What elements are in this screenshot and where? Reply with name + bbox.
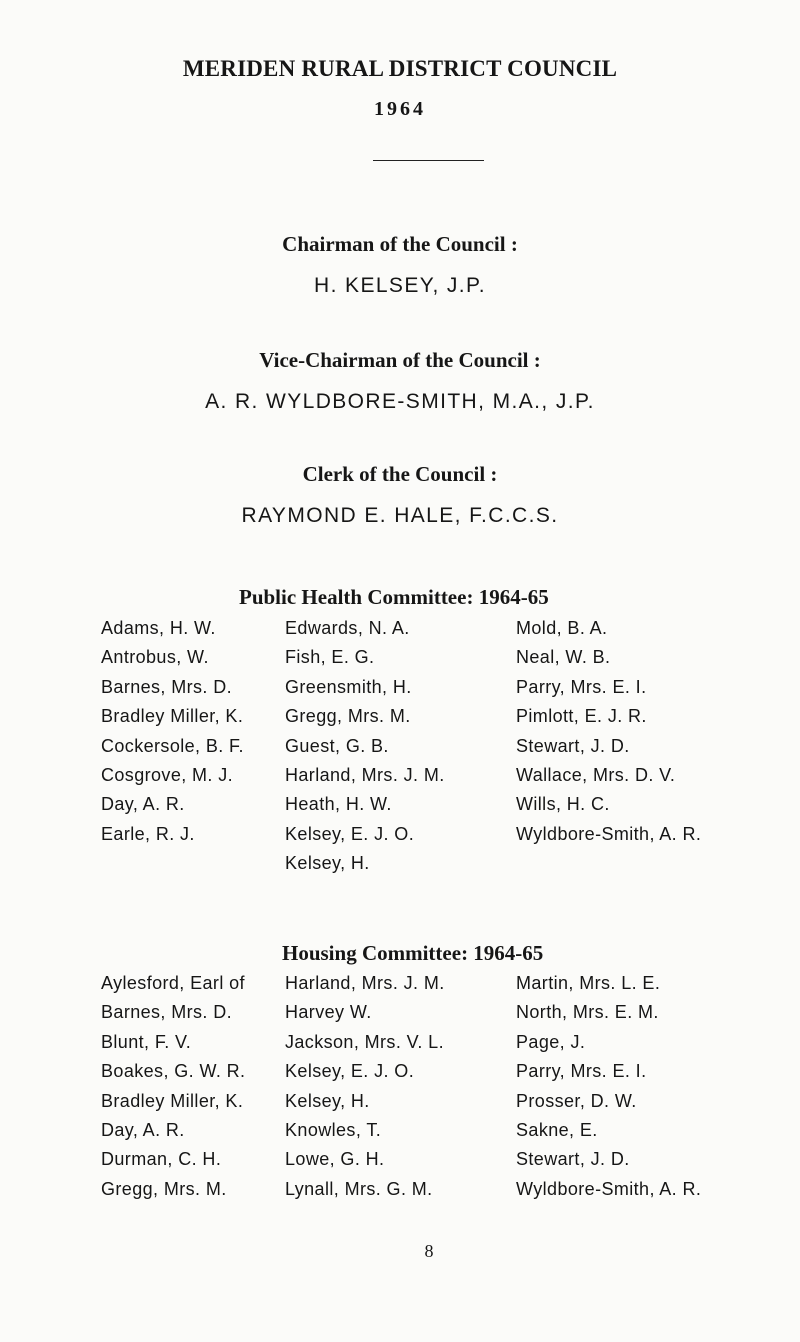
public-health-committee-title: Public Health Committee: 1964-65 <box>239 585 549 609</box>
member-name: Harland, Mrs. J. M. <box>285 764 445 785</box>
member-name: Barnes, Mrs. D. <box>101 676 233 697</box>
housing-members-column-1 <box>101 969 245 1204</box>
member-name: Parry, Mrs. E. I. <box>516 676 647 697</box>
public-health-members-column-2 <box>285 614 445 879</box>
member-name: Heath, H. W. <box>285 794 392 815</box>
vice-chairman-label: Vice-Chairman of the Council : <box>259 348 541 372</box>
member-name: Guest, G. B. <box>285 735 389 756</box>
member-name: Stewart, J. D. <box>516 1149 630 1170</box>
divider-rule <box>373 160 484 161</box>
member-name: Greensmith, H. <box>285 676 412 697</box>
public-health-members-column-3 <box>516 614 701 849</box>
member-name: Edwards, N. A. <box>285 618 410 638</box>
member-name: Gregg, Mrs. M. <box>101 1178 227 1199</box>
member-name: Neal, W. B. <box>516 647 611 668</box>
housing-committee-title: Housing Committee: 1964-65 <box>282 941 544 965</box>
member-name: Wyldbore-Smith, A. R. <box>516 823 702 844</box>
member-name: Stewart, J. D. <box>516 735 630 756</box>
clerk-name: RAYMOND E. HALE, F.C.C.S. <box>241 504 559 527</box>
member-name: Antrobus, W. <box>101 647 209 668</box>
member-name: Adams, H. W. <box>101 618 216 638</box>
member-name: Knowles, T. <box>285 1119 382 1140</box>
public-health-members-column-1 <box>101 614 244 849</box>
year-heading: 1964 <box>374 98 426 120</box>
member-name: North, Mrs. E. M. <box>516 1002 659 1023</box>
member-name: Fish, E. G. <box>285 647 375 668</box>
member-name: Martin, Mrs. L. E. <box>516 973 661 993</box>
member-name: Lowe, G. H. <box>285 1149 385 1170</box>
page-number: 8 <box>424 1241 434 1261</box>
member-name: Harvey W. <box>285 1002 372 1023</box>
member-name: Earle, R. J. <box>101 823 195 844</box>
member-name: Day, A. R. <box>101 1119 185 1140</box>
member-name: Kelsey, H. <box>285 1090 370 1111</box>
member-name: Aylesford, Earl of <box>101 973 245 993</box>
clerk-label: Clerk of the Council : <box>302 462 498 486</box>
member-name: Day, A. R. <box>101 794 185 815</box>
member-name: Blunt, F. V. <box>101 1031 192 1052</box>
member-name: Harland, Mrs. J. M. <box>285 973 445 993</box>
member-name: Wills, H. C. <box>516 794 610 815</box>
member-name: Kelsey, E. J. O. <box>285 1061 415 1082</box>
member-name: Cockersole, B. F. <box>101 735 244 756</box>
council-name-heading: MERIDEN RURAL DISTRICT COUNCIL <box>182 56 618 81</box>
member-name: Cosgrove, M. J. <box>101 764 234 785</box>
housing-members-column-3 <box>516 969 701 1204</box>
member-name: Durman, C. H. <box>101 1149 222 1170</box>
member-name: Wallace, Mrs. D. V. <box>516 764 676 785</box>
member-name: Kelsey, E. J. O. <box>285 823 415 844</box>
member-name: Parry, Mrs. E. I. <box>516 1061 647 1082</box>
member-name: Bradley Miller, K. <box>101 706 244 727</box>
housing-members-column-2 <box>285 969 445 1204</box>
member-name: Boakes, G. W. R. <box>101 1061 246 1082</box>
chairman-label: Chairman of the Council : <box>282 232 518 256</box>
member-name: Kelsey, H. <box>285 853 370 874</box>
member-name: Page, J. <box>516 1031 586 1052</box>
member-name: Mold, B. A. <box>516 618 608 638</box>
member-name: Sakne, E. <box>516 1119 598 1140</box>
member-name: Gregg, Mrs. M. <box>285 706 411 727</box>
member-name: Wyldbore-Smith, A. R. <box>516 1178 702 1199</box>
vice-chairman-name: A. R. WYLDBORE-SMITH, M.A., J.P. <box>205 390 595 413</box>
member-name: Prosser, D. W. <box>516 1090 637 1111</box>
member-name: Lynall, Mrs. G. M. <box>285 1178 433 1199</box>
member-name: Jackson, Mrs. V. L. <box>285 1031 444 1052</box>
member-name: Pimlott, E. J. R. <box>516 706 647 727</box>
member-name: Barnes, Mrs. D. <box>101 1002 233 1023</box>
chairman-name: H. KELSEY, J.P. <box>314 274 486 297</box>
member-name: Bradley Miller, K. <box>101 1090 244 1111</box>
